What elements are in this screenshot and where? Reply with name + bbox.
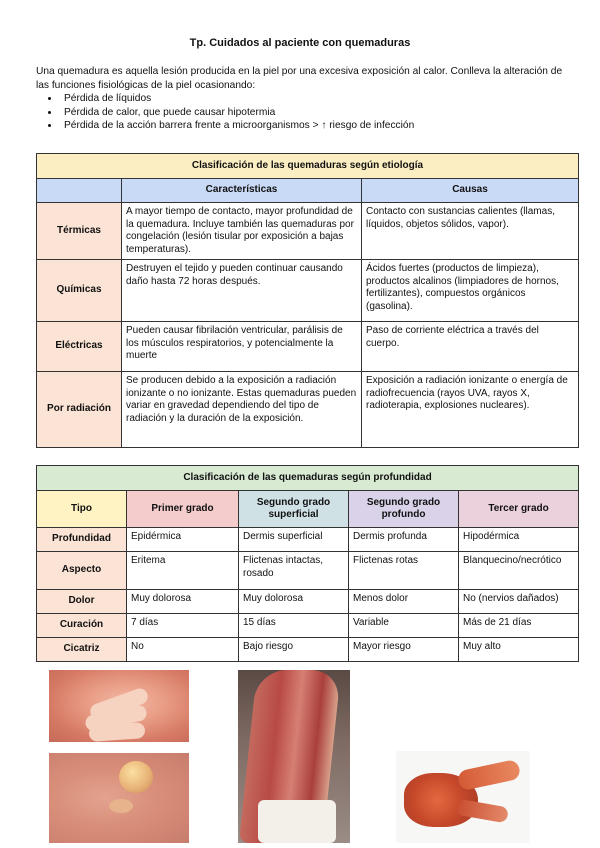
table-row bbox=[37, 552, 579, 590]
row-label: Por radiación bbox=[37, 372, 122, 448]
row-label: Eléctricas bbox=[37, 322, 122, 372]
table-cell: Más de 21 días bbox=[459, 614, 579, 638]
depth-header-second-deep: Segundo grado profundo bbox=[349, 491, 459, 528]
etiology-header-causes: Causas bbox=[362, 179, 579, 203]
table-cell: Blanquecino/necrótico bbox=[459, 552, 579, 590]
depth-header-type: Tipo bbox=[37, 491, 127, 528]
depth-table-caption: Clasificación de las quemaduras según profundidad bbox=[37, 466, 579, 491]
table-cell: Eritema bbox=[127, 552, 239, 590]
table-row bbox=[37, 528, 579, 552]
table-cell: Dermis superficial bbox=[239, 528, 349, 552]
table-row bbox=[37, 372, 579, 448]
table-cell: 7 días bbox=[127, 614, 239, 638]
table-cell: No (nervios dañados) bbox=[459, 590, 579, 614]
list-item: • Pérdida de calor, que puede causar hipotermia bbox=[60, 106, 566, 120]
table-cell: Bajo riesgo bbox=[239, 638, 349, 662]
etiology-table-caption: Clasificación de las quemaduras según etiología bbox=[37, 154, 579, 179]
table-cell: Mayor riesgo bbox=[349, 638, 459, 662]
row-label: Térmicas bbox=[37, 203, 122, 260]
table-cell: Contacto con sustancias calientes (llamas, líquidos, objetos sólidos, vapor). bbox=[362, 203, 579, 260]
row-label: Dolor bbox=[37, 590, 127, 614]
consequence-list bbox=[36, 92, 566, 133]
table-row bbox=[37, 590, 579, 614]
intro-paragraph: Una quemadura es aquella lesión producida en la piel por una excesiva exposición al calor. Conlleva la alteración de las funciones fisiológicas de la piel ocasionando: bbox=[36, 66, 563, 91]
row-label: Cicatriz bbox=[37, 638, 127, 662]
row-label: Curación bbox=[37, 614, 127, 638]
document-title: Tp. Cuidados al paciente con quemaduras bbox=[189, 37, 411, 49]
etiology-table bbox=[36, 153, 579, 448]
table-cell: 15 días bbox=[239, 614, 349, 638]
table-cell: Ácidos fuertes (productos de limpieza), productos alcalinos (limpiadores de hornos, fertilizantes), compuestos orgánicos (gasolina). bbox=[362, 260, 579, 322]
row-label: Aspecto bbox=[37, 552, 127, 590]
table-row bbox=[37, 638, 579, 662]
table-row bbox=[37, 322, 579, 372]
table-cell: Se producen debido a la exposición a radiación ionizante o no ionizante. Estas quemaduras pueden variar en gravedad dependiendo del tipo de radiación y la duración de la exposición. bbox=[122, 372, 362, 448]
burn-photo-first-degree bbox=[49, 670, 189, 742]
row-label: Profundidad bbox=[37, 528, 127, 552]
table-cell: Dermis profunda bbox=[349, 528, 459, 552]
table-cell: Hipodérmica bbox=[459, 528, 579, 552]
table-cell: Muy dolorosa bbox=[239, 590, 349, 614]
table-cell: Pueden causar fibrilación ventricular, parálisis de los músculos respiratorios, y potencialmente la muerte bbox=[122, 322, 362, 372]
depth-table bbox=[36, 465, 579, 662]
table-row bbox=[37, 203, 579, 260]
table-cell: Muy dolorosa bbox=[127, 590, 239, 614]
burn-photo-hand bbox=[396, 751, 530, 843]
table-cell: Menos dolor bbox=[349, 590, 459, 614]
table-cell: Flictenas intactas, rosado bbox=[239, 552, 349, 590]
table-cell: Exposición a radiación ionizante o energía de radiofrecuencia (rayos UVA, rayos X, radioterapia, explosiones nucleares). bbox=[362, 372, 579, 448]
table-cell: Paso de corriente eléctrica a través del cuerpo. bbox=[362, 322, 579, 372]
table-cell: Flictenas rotas bbox=[349, 552, 459, 590]
table-cell: No bbox=[127, 638, 239, 662]
table-cell: Muy alto bbox=[459, 638, 579, 662]
table-row bbox=[37, 614, 579, 638]
depth-header-first-degree: Primer grado bbox=[127, 491, 239, 528]
table-cell: Epidérmica bbox=[127, 528, 239, 552]
list-item: • Pérdida de líquidos bbox=[60, 92, 566, 106]
table-cell: Destruyen el tejido y pueden continuar causando daño hasta 72 horas después. bbox=[122, 260, 362, 322]
table-cell: A mayor tiempo de contacto, mayor profundidad de la quemadura. Incluye también las quemaduras por congelación (lesión tisular por exposición a bajas temperaturas). bbox=[122, 203, 362, 260]
intro-block bbox=[36, 65, 566, 133]
row-label: Químicas bbox=[37, 260, 122, 322]
depth-header-second-superficial: Segundo grado superficial bbox=[239, 491, 349, 528]
table-row bbox=[37, 260, 579, 322]
etiology-header-characteristics: Características bbox=[122, 179, 362, 203]
burn-photo-blister bbox=[49, 753, 189, 843]
table-cell: Variable bbox=[349, 614, 459, 638]
list-item: • Pérdida de la acción barrera frente a microorganismos > ↑ riesgo de infección bbox=[60, 119, 566, 133]
depth-header-third-degree: Tercer grado bbox=[459, 491, 579, 528]
etiology-header-empty bbox=[37, 179, 122, 203]
burn-photo-leg bbox=[238, 670, 350, 843]
